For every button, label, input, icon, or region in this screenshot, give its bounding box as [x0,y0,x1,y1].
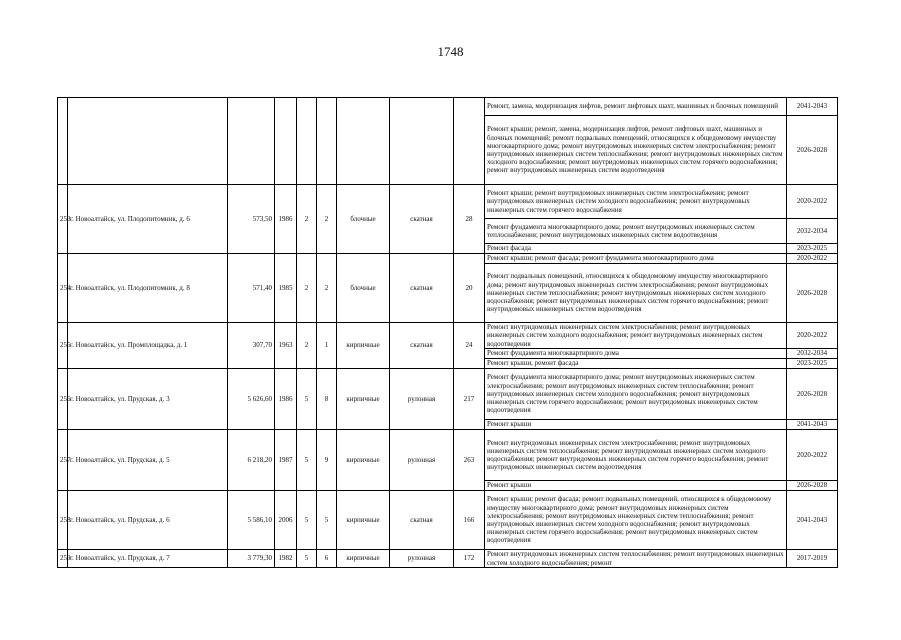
roof-type: скатная [390,254,454,323]
build-year: 1987 [275,430,297,491]
entrances-count [317,98,337,185]
work-description: Ремонт фундамента многоквартирного дома; ремонт внутридомовых инженерных систем теплоснабжения; ремонт внутридомовых инженерных систем водоотведения [485,219,787,244]
building-address: г. Новоалтайск, ул. Плодопитомник, д. 8 [68,254,228,323]
work-description: Ремонт крыши, ремонт фасада [485,359,787,369]
building-number: 257 [58,430,68,491]
floors-count: 2 [297,323,317,369]
work-description: Ремонт подвальных помещений, относящихся к общедомовому имуществу многоквартирного дома; ремонт внутридомовых инженерных систем электроснабжения; ремонт внутридомовых инженерных систем теплоснабжения; ремонт внутридомовых инженерных систем холодного водоснабжения; ремонт внутридомовых инженерных систем горячего водоснабжения; ремонт внутридомовых инженерных систем водоотведения [485,264,787,323]
entrances-count: 2 [317,254,337,323]
building-address [68,98,228,185]
wall-material: блочные [337,254,390,323]
table-row [58,550,838,568]
building-number: 258 [58,491,68,550]
table-row [58,98,838,116]
table-row [58,491,838,550]
building-number [58,98,68,185]
work-period: 2020-2022 [787,185,838,219]
build-year [275,98,297,185]
work-period: 2041-2043 [787,420,838,430]
building-address: г. Новоалтайск, ул. Плодопитомник, д. 6 [68,185,228,254]
building-number: 253 [58,185,68,254]
building-number: 259 [58,550,68,568]
build-year: 2006 [275,491,297,550]
residents-count: 166 [454,491,485,550]
entrances-count: 6 [317,550,337,568]
wall-material: кирпичные [337,323,390,369]
roof-type: рулонная [390,369,454,430]
wall-material: блочные [337,185,390,254]
building-number: 256 [58,369,68,430]
building-area: 307,70 [228,323,275,369]
work-description: Ремонт крыши; ремонт, замена, модернизация лифтов, ремонт лифтовых шахт, машинных и блочных помещений; ремонт подвальных помещений, относящихся к общедомовому имуществу многоквартирного дома; ремонт внутридомовых инженерных систем электроснабжения; ремонт внутридомовых инженерных систем теплоснабжения; ремонт внутридомовых инженерных систем холодного водоснабжения; ремонт внутридомовых инженерных систем горячего водоснабжения; ремонт внутридомовых инженерных систем водоотведения [485,116,787,185]
building-area: 5 626,60 [228,369,275,430]
wall-material: кирпичные [337,550,390,568]
work-period: 2026-2028 [787,481,838,491]
building-area: 3 779,30 [228,550,275,568]
building-area: 6 218,20 [228,430,275,491]
building-address: г. Новоалтайск, ул. Прудская, д. 7 [68,550,228,568]
work-description: Ремонт крыши; ремонт фасада; ремонт подвальных помещений, относящихся к общедомовому имуществу многоквартирного дома; ремонт внутридомовых инженерных систем электроснабжения; ремонт внутридомовых инженерных систем теплоснабжения; ремонт внутридомовых инженерных систем холодного водоснабжения; ремонт внутридомовых инженерных систем горячего водоснабжения; ремонт внутридомовых инженерных систем водоотведения [485,491,787,550]
entrances-count: 1 [317,323,337,369]
work-period: 2026-2028 [787,116,838,185]
roof-type: скатная [390,185,454,254]
floors-count: 5 [297,491,317,550]
building-area: 5 586,10 [228,491,275,550]
wall-material: кирпичные [337,369,390,430]
building-area [228,98,275,185]
work-description: Ремонт крыши [485,481,787,491]
residents-count: 217 [454,369,485,430]
residents-count: 263 [454,430,485,491]
residents-count [454,98,485,185]
work-description: Ремонт фундамента многоквартирного дома [485,349,787,359]
roof-type [390,98,454,185]
building-area: 573,50 [228,185,275,254]
work-description: Ремонт крыши; ремонт внутридомовых инженерных систем электроснабжения; ремонт внутридомовых инженерных систем холодного водоснабжения; ремонт внутридомовых инженерных систем горячего водоснабжения [485,185,787,219]
work-description: Ремонт фундамента многоквартирного дома; ремонт внутридомовых инженерных систем электроснабжения; ремонт внутридомовых инженерных систем теплоснабжения; ремонт внутридомовых инженерных систем холодного водоснабжения; ремонт внутридомовых инженерных систем горячего водоснабжения; ремонт внутридомовых инженерных систем водоотведения [485,369,787,420]
floors-count: 5 [297,369,317,430]
work-period: 2041-2043 [787,98,838,116]
work-description: Ремонт, замена, модернизация лифтов, ремонт лифтовых шахт, машинных и блочных помещений [485,98,787,116]
building-number: 254 [58,254,68,323]
wall-material: кирпичные [337,430,390,491]
build-year: 1986 [275,185,297,254]
work-description: Ремонт внутридомовых инженерных систем электроснабжения; ремонт внутридомовых инженерных систем холодного водоснабжения; ремонт внутридомовых инженерных систем водоотведения [485,323,787,349]
floors-count [297,98,317,185]
page-number: 1748 [437,44,464,59]
work-period: 2032-2034 [787,219,838,244]
table-row [58,369,838,420]
residents-count: 172 [454,550,485,568]
work-period: 2026-2028 [787,369,838,420]
work-description: Ремонт фасада [485,244,787,254]
floors-count: 5 [297,430,317,491]
roof-type: рулонная [390,430,454,491]
entrances-count: 2 [317,185,337,254]
work-description: Ремонт крыши [485,420,787,430]
floors-count: 5 [297,550,317,568]
work-period: 2032-2034 [787,349,838,359]
roof-type: рулонная [390,550,454,568]
build-year: 1982 [275,550,297,568]
work-period: 2041-2043 [787,491,838,550]
residents-count: 24 [454,323,485,369]
table-row [58,254,838,264]
build-year: 1986 [275,369,297,430]
residents-count: 28 [454,185,485,254]
entrances-count: 8 [317,369,337,430]
work-description: Ремонт внутридомовых инженерных систем теплоснабжения; ремонт внутридомовых инженерных систем холодного водоснабжения; ремонт [485,550,787,568]
work-period: 2026-2028 [787,264,838,323]
table-row [58,323,838,349]
roof-type: скатная [390,491,454,550]
building-address: г. Новоалтайск, ул. Промплощадка, д. 1 [68,323,228,369]
wall-material: кирпичные [337,491,390,550]
building-area: 571,40 [228,254,275,323]
building-address: г. Новоалтайск, ул. Прудская, д. 5 [68,430,228,491]
work-period: 2023-2025 [787,244,838,254]
entrances-count: 5 [317,491,337,550]
table-row [58,430,838,481]
floors-count: 2 [297,254,317,323]
work-description: Ремонт внутридомовых инженерных систем электроснабжения; ремонт внутридомовых инженерных систем теплоснабжения; ремонт внутридомовых инженерных систем холодного водоснабжения; ремонт внутридомовых инженерных систем горячего водоснабжения; ремонт внутридомовых инженерных систем водоотведения [485,430,787,481]
building-address: г. Новоалтайск, ул. Прудская, д. 6 [68,491,228,550]
repair-schedule-table [57,97,838,568]
residents-count: 20 [454,254,485,323]
roof-type: скатная [390,323,454,369]
build-year: 1985 [275,254,297,323]
building-address: г. Новоалтайск, ул. Прудская, д. 3 [68,369,228,430]
building-number: 255 [58,323,68,369]
work-period: 2017-2019 [787,550,838,568]
table-row [58,185,838,219]
work-period: 2020-2022 [787,430,838,481]
build-year: 1963 [275,323,297,369]
work-period: 2020-2022 [787,323,838,349]
work-description: Ремонт крыши; ремонт фасада; ремонт фундамента многоквартирного дома [485,254,787,264]
work-period: 2020-2022 [787,254,838,264]
work-period: 2023-2025 [787,359,838,369]
floors-count: 2 [297,185,317,254]
entrances-count: 9 [317,430,337,491]
wall-material [337,98,390,185]
